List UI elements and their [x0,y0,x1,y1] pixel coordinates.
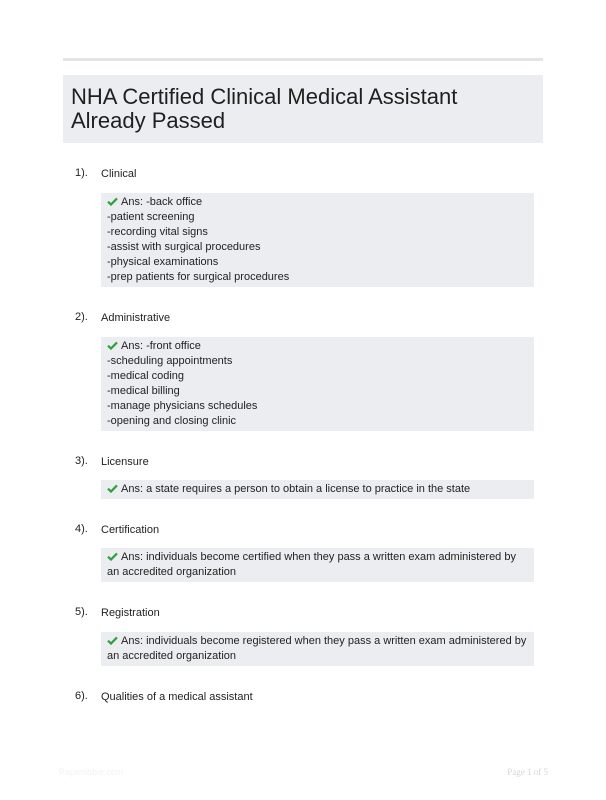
check-icon [107,552,118,561]
answer-line: -opening and closing clinic [107,415,237,427]
answer-line [107,482,528,497]
question-text: Administrative [101,312,171,324]
answer-line: -medical billing [107,385,180,397]
question-text: Qualities of a medical assistant [101,691,253,703]
check-icon [107,484,118,493]
document-title: NHA Certified Clinical Medical Assistant Already Passed [71,84,458,133]
answer-text: Ans: a state requires a person to obtain a license to practice in the state [121,483,471,495]
question-number: 6). [75,690,88,702]
answer-line: -medical coding [107,370,185,382]
check-icon [107,636,118,645]
answer-line: -physical examinations [107,256,219,268]
answer-line: -manage physicians schedules [107,400,258,412]
question-text: Clinical [101,168,137,180]
answer-text: Ans: -front office [121,340,201,352]
answer-text: Ans: individuals become registered when they pass a written exam administered by an accredited organization [107,635,527,662]
question-number: 2). [75,311,88,323]
answer-line [107,339,528,354]
question-number: 1). [75,167,88,179]
answer-text: Ans: -back office [121,196,203,208]
answer-line [107,634,528,664]
answer-line [107,195,528,210]
question-number: 4). [75,523,88,535]
question-text: Certification [101,524,160,536]
footer-watermark: Paperlibbie.com [59,767,124,777]
answer-box [101,632,534,666]
answer-line: -scheduling appointments [107,355,233,367]
question-text: Licensure [101,456,149,468]
answer-box [101,548,534,582]
page-number: Page 1 of 5 [507,767,548,777]
answer-text: Ans: individuals become certified when they pass a written exam administered by an accredited organization [107,551,516,578]
answer-box [101,480,534,499]
question-number: 5). [75,606,88,618]
answer-line: -recording vital signs [107,226,208,238]
answer-line: -assist with surgical procedures [107,241,261,253]
answer-line [107,550,528,580]
answer-box [101,337,534,431]
top-divider [63,58,543,61]
answer-box [101,193,534,287]
question-text: Registration [101,607,160,619]
question-number: 3). [75,455,88,467]
document-title-box [63,75,543,143]
answer-line: -patient screening [107,211,195,223]
check-icon [107,341,118,350]
check-icon [107,197,118,206]
answer-line: -prep patients for surgical procedures [107,271,290,283]
